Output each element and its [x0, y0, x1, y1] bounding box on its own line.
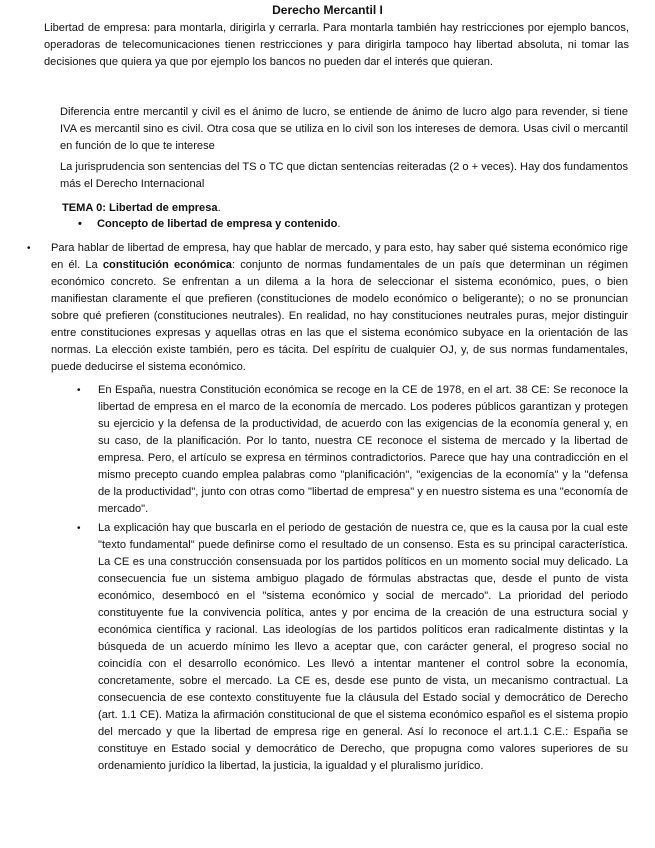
note-civil-mercantil: Diferencia entre mercantil y civil es el ánimo de lucro, se entiende de ánimo de lucro algo para revender, si tiene IVA es mercantil sino es civil. Otra cosa que se utiliza en lo civil son los intereses de demora. Usas civil o mercantil en función de lo que te interese	[60, 106, 628, 152]
paragraph-text-b: : conjunto de normas fundamentales de un país que determinan un régimen económico concreto. Se enfrentan a un dilema a la hora de seleccionar el sistema económico, pues, o bien manifiestan claramente el que prefieren (constituciones de modelo económico o beligerante); o no se pronuncian sobre qué prefieren (constituciones neutrales). En realidad, no hay constituciones neutrales puras, mejor distinguir entre constituciones expresas y aquellas otras en las que el sistema económico subyace en la orientación de las normas. La elección existe también, pero es tácita. Del espíritu de cualquier OJ, y, de sus normas fundamentales, puede deducirse el sistema económico.	[51, 259, 628, 373]
page-title: Derecho Mercantil I	[272, 3, 383, 17]
section-heading	[62, 200, 221, 217]
paragraph-espana-ce: En España, nuestra Constitución económica se recoge en la CE de 1978, en el art. 38 CE: Se reconoce la libertad de empresa en el marco de la economía de mercado. Los poderes públicos garantizan y protegen su ejercicio y la defensa de la productividad, de acuerdo con las exigencias de la economía general y, en su caso, de la planificación. Por lo tanto, nuestra CE reconoce el sistema de mercado y la libertad de empresa. Pero, el artículo se expresa en términos contradictorios. Parece que hay una contradicción en el mismo precepto cuando emplea palabras como "planificación", "exigencias de la economía" y la "defensa de la productividad", junto con otras como "libertad de empresa" y en nuestro sistema es una "economía de mercado".	[98, 384, 628, 515]
subsection-heading-period: .	[337, 218, 341, 230]
bullet-icon: •	[78, 218, 82, 230]
paragraph-constitucion-economica	[51, 240, 628, 376]
section-heading-text: TEMA 0: Libertad de empresa	[62, 202, 218, 214]
bullet-icon: •	[77, 523, 81, 534]
intro-paragraph: Libertad de empresa: para montarla, dirigirla y cerrarla. Para montarla también hay restricciones por ejemplo bancos, operadoras de telecomunicaciones tienen restricciones y para dirigirla tampoco hay libertad absoluta, ni tomar las decisiones que quiera ya que por ejemplo los bancos no pueden dar el interés que quieran.	[44, 22, 629, 68]
section-heading-period: .	[217, 202, 221, 214]
bullet-icon: •	[77, 385, 81, 396]
bullet-icon: •	[27, 243, 31, 254]
bold-term: constitución económica	[102, 259, 232, 271]
paragraph-text-a: Para hablar de libertad de empresa, hay que hablar de mercado, y para esto, hay saber qué sistema económico rige en él. La	[51, 242, 628, 271]
paragraph-explicacion: La explicación hay que buscarla en el periodo de gestación de nuestra ce, que es la causa por la cual este "texto fundamental" puede definirse como el resultado de un consenso. Esta es su principal característica. La CE es una construcción consensuada por los partidos políticos en un momento social muy delicado. La consecuencia fue un sistema ambiguo plagado de fórmulas abstractas que, desde el punto de vista económico, desembocó en el "sistema económico y social de mercado". La prioridad del periodo constituyente fue la convivencia política, antes y por encima de la creación de una estructura social y económica científica y racional. Las ideologías de los partidos políticos eran radicalmente distintas y la búsqueda de un acuerdo mínimo les llevo a aceptar que, con carácter general, el progreso social no coincidía con el desarrollo económico. Les llevó a intentar mantener el control sobre la economía, concretamente, sobre el mercado. La CE es, desde ese punto de vista, un mecanismo contractual. La consecuencia de ese contexto constituyente fue la cláusula del Estado social y democrático de Derecho (art. 1.1 CE). Matiza la afirmación constitucional de que el sistema económico español es el sistema propio del mercado y que la libertad de empresa rige en general. Así lo reconoce el art.1.1 C.E.: España se constituye en Estado social y democrático de Derecho, que propugna como valores superiores de su ordenamiento jurídico la libertad, la justicia, la igualdad y el pluralismo jurídico.	[98, 522, 628, 772]
note-jurisprudencia: La jurisprudencia son sentencias del TS o TC que dictan sentencias reiteradas (2 o + veces). Hay dos fundamentos más el Derecho Internacional	[60, 161, 628, 190]
subsection-heading-text: Concepto de libertad de empresa y contenido	[97, 218, 338, 230]
